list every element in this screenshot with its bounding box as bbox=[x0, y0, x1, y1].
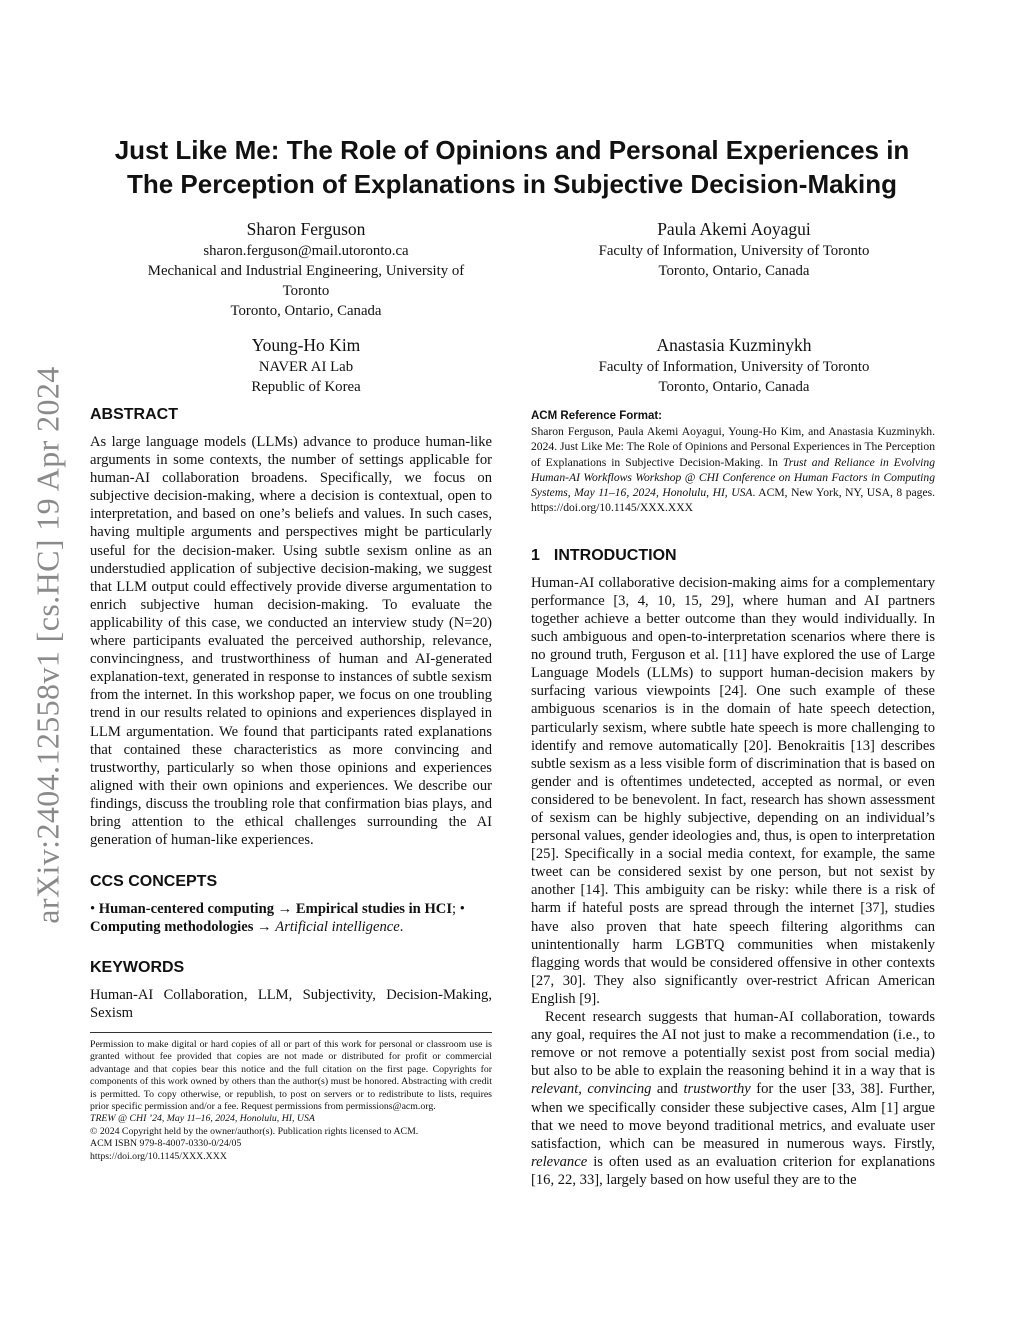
left-column bbox=[90, 405, 492, 1023]
author-name: Paula Akemi Aoyagui bbox=[657, 219, 811, 239]
intro-paragraph-1: Human-AI collaborative decision-making aims for a complementary performance [3, 4, 10, 15, 29], where human and AI partners together achieve a better outcome than they would individually. In such ambiguous and open-to-interpretation scenarios where there is no ground truth, Ferguson et al. [11] have explored the use of Large Language Models (LLMs) to support human-decision makers by surfacing various viewpoints [24]. One such example of these ambiguous scenarios is in the domain of hate speech detection, particularly sexism, where subtle hate speech is more challenging to identify and remove automatically [20]. Benokraitis [13] describes subtle sexism as a less visible form of discrimination that is based on gender and is oftentimes undetected, accepted as normal, or even considered to be benevolent. In fact, research has shown assessment of sexism can be highly subjective, depending on an individual’s personal values, gender ideologies and, thus, is open to interpretation [25]. Specifically in a social media context, for example, the same tweet can be considered sexist by one person, but not sexist by another [14]. This ambiguity can be risky: while there is a risk of harm if hateful posts are spread through the internet [37], studies have also proven that hate speech filtering algorithms can unintentionally harm LGBTQ communities when mistakenly flagging words that would be considered offensive in other contexts [27, 30]. They also significantly over-restrict African American English [9]. bbox=[531, 574, 935, 1007]
isbn-line: ACM ISBN 979-8-4007-0330-0/24/05 bbox=[90, 1138, 242, 1150]
acm-reference-heading: ACM Reference Format: bbox=[531, 410, 662, 422]
acm-reference-text: Sharon Ferguson, Paula Akemi Aoyagui, Young-Ho Kim, and Anastasia Kuzminykh. 2024. Just Like Me: The Role of Opinions and Personal Experiences in The Perception of Explanations in Subjective Decision-Making. In Trust and Reliance in Evolving Human-AI Workflows Workshop @ CHI Conference on Human Factors in Computing Systems, May 11–16, 2024, Honolulu, HI, USA. ACM, New York, NY, USA, 8 pages. https://doi.org/10.1145/XXX.XXX bbox=[531, 425, 936, 515]
author-location: Toronto, Ontario, Canada bbox=[658, 263, 810, 279]
author-location: Toronto, Ontario, Canada bbox=[658, 379, 810, 395]
author-name: Sharon Ferguson bbox=[246, 219, 366, 239]
author-affiliation: Faculty of Information, University of Toronto bbox=[598, 243, 870, 259]
keywords-text: Human-AI Collaboration, LLM, Subjectivity, Decision-Making, Sexism bbox=[90, 987, 492, 1022]
author-affiliation: Toronto bbox=[282, 283, 330, 299]
title-line-2: The Perception of Explanations in Subjective Decision-Making bbox=[126, 169, 898, 199]
title-line-1: Just Like Me: The Role of Opinions and Personal Experiences in bbox=[114, 135, 910, 165]
author-block-2 bbox=[524, 217, 944, 281]
doi-link[interactable]: https://doi.org/10.1145/XXX.XXX bbox=[90, 1150, 227, 1162]
abstract-text: As large language models (LLMs) advance to produce human-like arguments in some contexts, the number of settings applicable for human-AI collaboration broadens. Specifically, we focus on subjective decision-making, where a decision is contextual, open to interpretation, and based on one’s beliefs and values. In such cases, having multiple arguments and perspectives might be particularly useful for the decision-maker. Using subtle sexism online as an understudied application of subjective decision-making, we suggest that LLM output could effectively provide diverse argumentation to enrich subjective human decision-making. To evaluate the applicability of this case, we conducted an interview study (N=20) where participants evaluated the perceived authorship, relevance, convincingness, and trustworthiness of human and AI-generated explanation-text, generated in response to instances of subtle sexism from the internet. In this workshop paper, we focus on one troubling trend in our results related to opinions and experiences displayed in LLM argumentation. We found that participants rated explanations that contained these characteristics as more convincing and trustworthy, particularly so when those opinions and experiences aligned with their own opinions and experiences. We describe our findings, discuss the troubling role that confirmation bias plays, and bring attention to the ethical challenges surrounding the AI generation of human-like experiences. bbox=[90, 434, 492, 849]
author-email: sharon.ferguson@mail.utoronto.ca bbox=[203, 243, 409, 259]
author-block-4 bbox=[524, 333, 944, 397]
author-affiliation: NAVER AI Lab bbox=[258, 359, 354, 375]
author-name: Anastasia Kuzminykh bbox=[656, 335, 812, 355]
venue-line: TREW @ CHI ’24, May 11–16, 2024, Honolulu, HI, USA bbox=[90, 1113, 315, 1125]
ccs-text: • Human-centered computing → Empirical studies in HCI; • Computing methodologies → Artificial intelligence. bbox=[90, 901, 465, 936]
arxiv-identifier: arXiv:2404.12558v1 [cs.HC] 19 Apr 2024 bbox=[29, 366, 66, 924]
abstract-heading: ABSTRACT bbox=[90, 406, 178, 423]
author-block-3 bbox=[108, 333, 504, 397]
keywords-heading: KEYWORDS bbox=[90, 959, 185, 977]
ccs-heading: CCS CONCEPTS bbox=[90, 873, 218, 891]
author-location: Toronto, Ontario, Canada bbox=[230, 303, 382, 319]
author-location: Republic of Korea bbox=[251, 379, 361, 395]
right-column bbox=[531, 409, 935, 1189]
paper-title bbox=[80, 133, 944, 201]
permission-notice: Permission to make digital or hard copies of all or part of this work for personal or classroom use is granted without fee provided that copies are not made or distributed for profit or commercial advantage and that copies bear this notice and the full citation on the first page. Copyrights for components of this work owned by others than the author(s) must be honored. Abstracting with credit is permitted. To copy otherwise, or republish, to post on servers or to redistribute to lists, requires prior specific permission and/or a fee. Request permissions from permissions@acm.org. bbox=[90, 1039, 492, 1113]
author-affiliation: Faculty of Information, University of Toronto bbox=[598, 359, 870, 375]
intro-paragraph-2: Recent research suggests that human-AI collaboration, towards any goal, requires the AI not just to make a recommendation (i.e., to remove or not remove a potentially sexist post from social media) but also to be able to explain the reasoning behind it in a way that is relevant, convincing and trustworthy for the user [33, 38]. Further, when we specifically consider these subjective cases, Alm [1] argue that we need to move beyond traditional metrics, and evaluate user satisfaction, which can be measured in numerous ways. Firstly, relevance is often used as an evaluation criterion for explanations [16, 22, 33], largely based on how useful they are to the bbox=[531, 1009, 936, 1188]
author-name: Young-Ho Kim bbox=[251, 335, 361, 355]
introduction-heading: 1 INTRODUCTION bbox=[531, 546, 677, 564]
author-affiliation: Mechanical and Industrial Engineering, University of bbox=[147, 263, 465, 279]
copyright-footnote bbox=[90, 1032, 492, 1163]
author-block-1 bbox=[108, 217, 504, 321]
copyright-line: © 2024 Copyright held by the owner/author(s). Publication rights licensed to ACM. bbox=[90, 1125, 419, 1137]
